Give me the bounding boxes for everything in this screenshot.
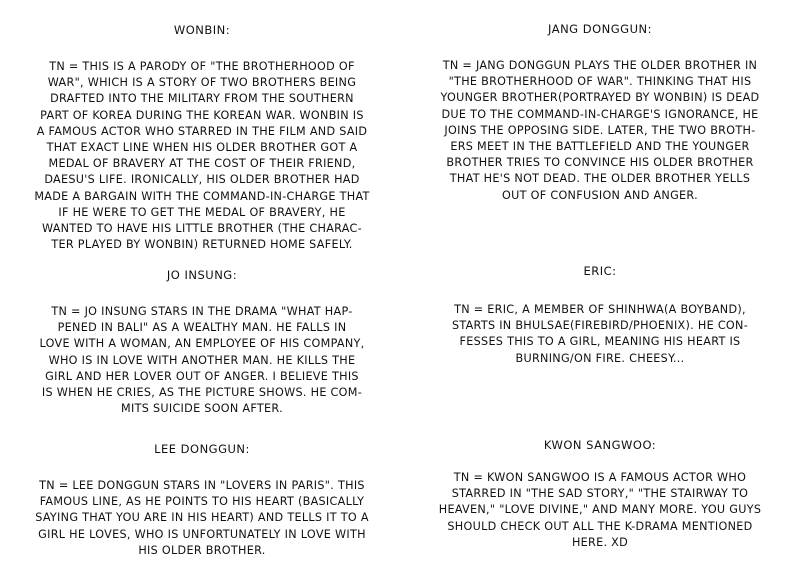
note-heading: JANG DONGGUN: [548,22,652,36]
note-heading: ERIC: [583,264,617,278]
note-heading: LEE DONGGUN: [154,442,250,456]
note-heading: WONBIN: [173,23,231,37]
note-wonbin [6,23,398,253]
note-body: TN = JO INSUNG STARS IN THE DRAMA "WHAT HAP- PENED IN BALI" AS A WEALTHY MAN. HE FALLS IN LOVE WITH A WOMAN, AN EMPLOYEE OF HIS COMPANY, WHO IS IN LOVE WITH ANOTHER MAN. HE KILLS THE GIRL AND HER LOVER OUT OF ANGER. I BELIEVE THIS IS WHEN HE CRIES, AS THE PICTURE SHOWS. HE COM- MITS SUICIDE SOON AFTER. [39,305,365,416]
note-heading: KWON SANGWOO: [543,438,657,452]
note-lee-donggun [6,442,398,559]
note-body: TN = JANG DONGGUN PLAYS THE OLDER BROTHER IN "THE BROTHERHOOD OF WAR". THINKING THAT HIS YOUNGER BROTHER(PORTRAYED BY WONBIN) IS DEAD DUE TO THE COMMAND-IN-CHARGE'S IGNORANCE, HE JOINS THE OPPOSING SIDE. LATER, THE TWO BROTH- ERS MEET IN THE BATTLEFIELD AND THE YOUNGER BROTHER TRIES TO CONVINCE HIS OLDER BROTHER THAT HE'S NOT DEAD. THE OLDER BROTHER YELLS OUT OF CONFUSION AND ANGER. [440,59,760,202]
note-jo-insung [6,268,398,417]
note-body: TN = KWON SANGWOO IS A FAMOUS ACTOR WHO STARRED IN "THE SAD STORY," "THE STAIRWAY TO HEAVEN," "LOVE DIVINE," AND MANY MORE. YOU GUYS SHOULD CHECK OUT ALL THE K-DRAMA MENTIONED HERE. XD [438,471,762,549]
note-body: TN = THIS IS A PARODY OF "THE BROTHERHOOD OF WAR", WHICH IS A STORY OF TWO BROTHERS BEING DRAFTED INTO THE MILITARY FROM THE SOUTHERN PART OF KOREA DURING THE KOREAN WAR. WONBIN IS A FAMOUS ACTOR WHO STARRED IN THE FILM AND SAID THAT EXACT LINE WHEN HIS OLDER BROTHER GOT A MEDAL OF BRAVERY AT THE COST OF THEIR FRIEND, DAESU'S LIFE. IRONICALLY, HIS OLDER BROTHER HAD MADE A BARGAIN WITH THE COMMAND-IN-CHARGE THAT IF HE WERE TO GET THE MEDAL OF BRAVERY, HE WANTED TO HAVE HIS LITTLE BROTHER (THE CHARAC- TER PLAYED BY WONBIN) RETURNED HOME SAFELY. [34,60,370,252]
note-heading: JO INSUNG: [166,268,238,282]
note-body: TN = LEE DONGGUN STARS IN "LOVERS IN PARIS". THIS FAMOUS LINE, AS HE POINTS TO HIS HEART (BASICALLY SAYING THAT YOU ARE IN HIS HEART) AND TELLS IT TO A GIRL HE LOVES, WHO IS UNFORTUNATELY IN LOVE WITH HIS OLDER BROTHER. [35,479,369,557]
note-body: TN = ERIC, A MEMBER OF SHINHWA(A BOYBAND), STARTS IN BHULSAE(FIREBIRD/PHOENIX). HE CON- FESSES THIS TO A GIRL, MEANING HIS HEART IS BURNING/ON FIRE. CHEESY... [451,303,749,365]
note-kwon-sangwoo [408,438,792,551]
note-eric [408,264,792,367]
note-jang-donggun [408,22,792,204]
